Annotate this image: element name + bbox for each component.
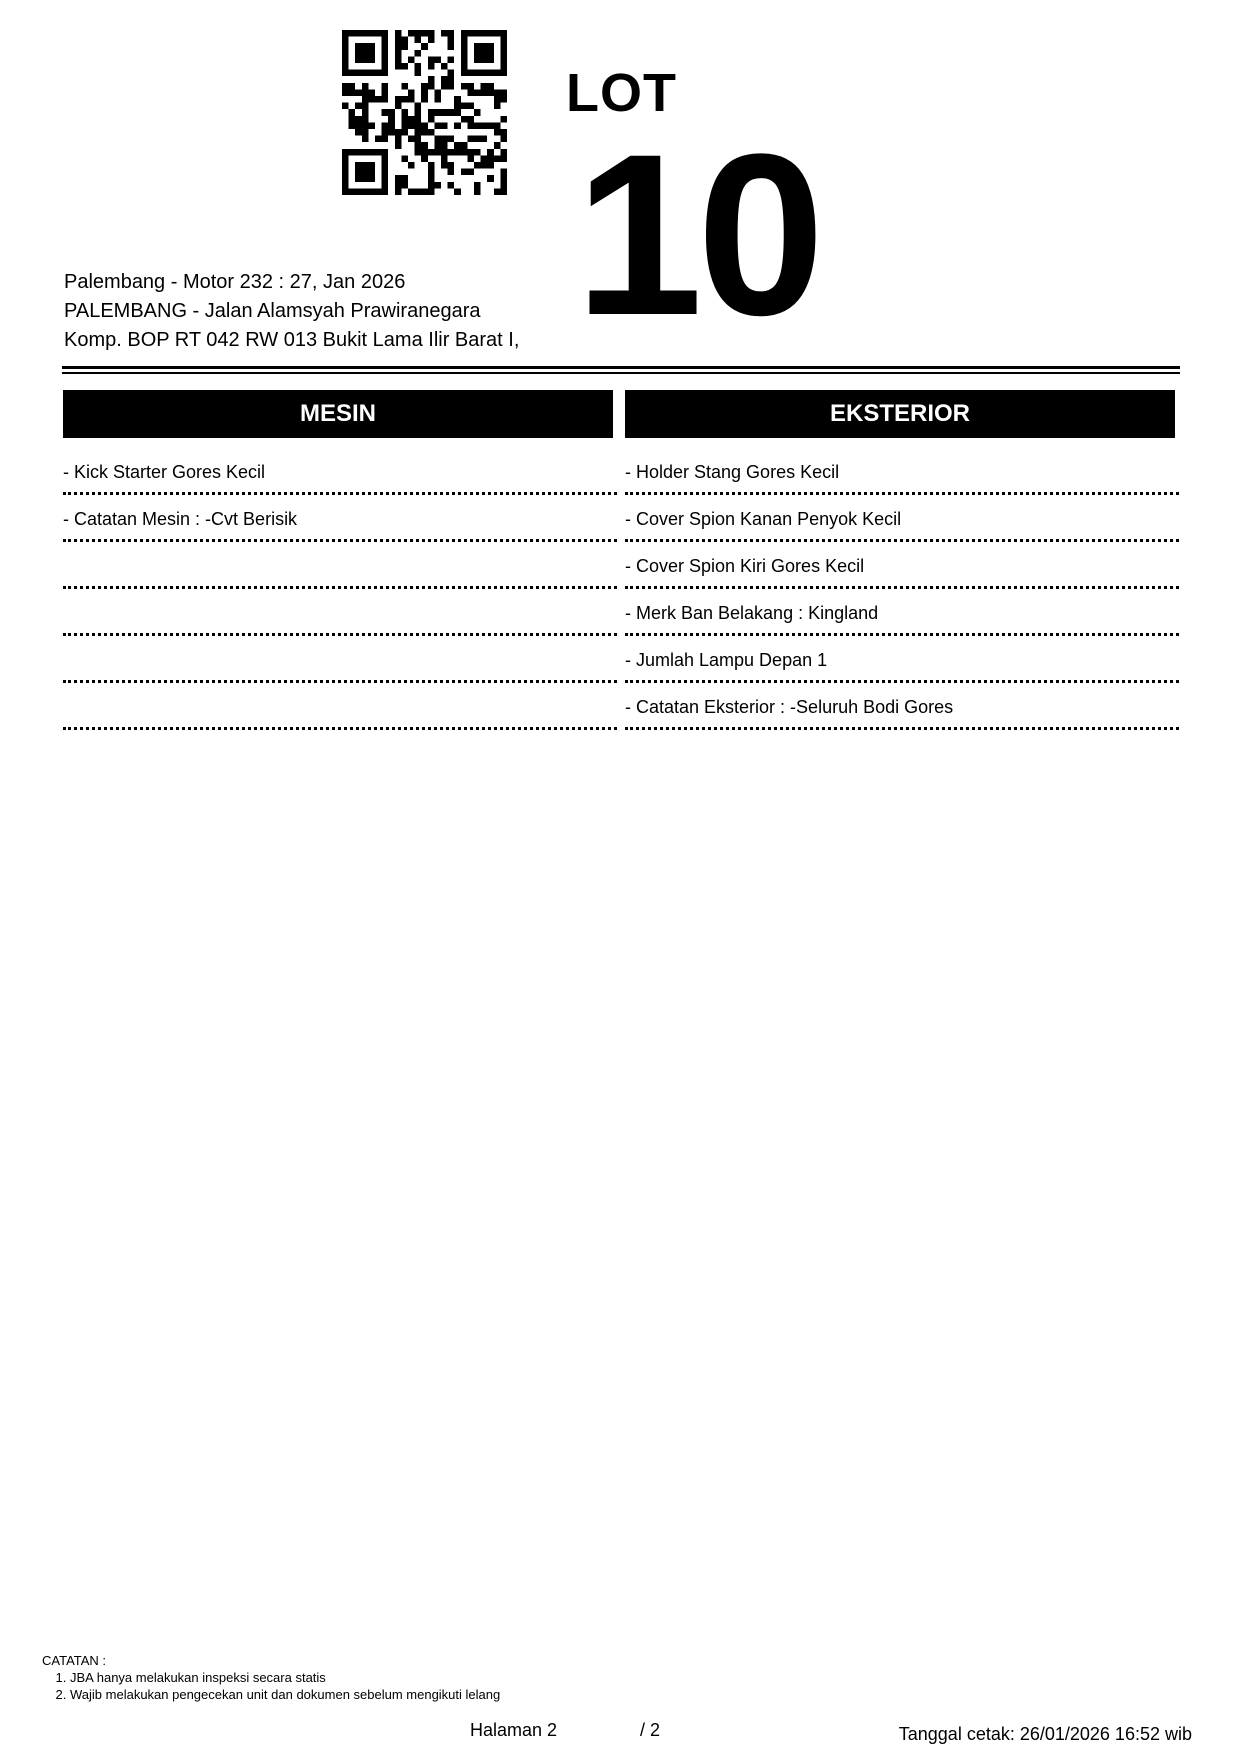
lot-number: 10 — [575, 106, 819, 363]
auction-location: PALEMBANG - Jalan Alamsyah Prawiranegara — [64, 300, 481, 322]
eksterior-section — [625, 390, 1179, 730]
notes-section — [42, 1652, 500, 1703]
mesin-item — [63, 542, 617, 589]
mesin-item — [63, 683, 617, 730]
mesin-item — [63, 589, 617, 636]
auction-info — [64, 268, 519, 355]
note-item: 2. Wajib melakukan pengecekan unit dan dokumen sebelum mengikuti lelang — [70, 1686, 500, 1703]
auction-address: Komp. BOP RT 042 RW 013 Bukit Lama Ilir Barat I, — [64, 329, 520, 351]
qr-code-icon — [342, 30, 507, 195]
mesin-header: MESIN — [63, 390, 613, 438]
eksterior-item: - Cover Spion Kiri Gores Kecil — [625, 542, 1179, 589]
eksterior-item: - Merk Ban Belakang : Kingland — [625, 589, 1179, 636]
eksterior-item: - Jumlah Lampu Depan 1 — [625, 636, 1179, 683]
note-item: 1. JBA hanya melakukan inspeksi secara statis — [70, 1669, 500, 1686]
eksterior-item: - Cover Spion Kanan Penyok Kecil — [625, 495, 1179, 542]
mesin-item: - Catatan Mesin : -Cvt Berisik — [63, 495, 617, 542]
auction-title: Palembang - Motor 232 : 27, Jan 2026 — [64, 271, 406, 293]
print-date: Tanggal cetak: 26/01/2026 16:52 wib — [898, 1724, 1192, 1744]
eksterior-header: EKSTERIOR — [625, 390, 1175, 438]
mesin-section — [63, 390, 617, 730]
page-total: / 2 — [640, 1720, 661, 1740]
page-number: Halaman 2 — [470, 1720, 558, 1740]
mesin-item — [63, 636, 617, 683]
eksterior-item: - Holder Stang Gores Kecil — [625, 448, 1179, 495]
header-divider — [62, 366, 1180, 374]
mesin-item: - Kick Starter Gores Kecil — [63, 448, 617, 495]
lot-label: LOT — [566, 63, 677, 123]
eksterior-item: - Catatan Eksterior : -Seluruh Bodi Gores — [625, 683, 1179, 730]
notes-title: CATATAN : — [42, 1653, 107, 1668]
